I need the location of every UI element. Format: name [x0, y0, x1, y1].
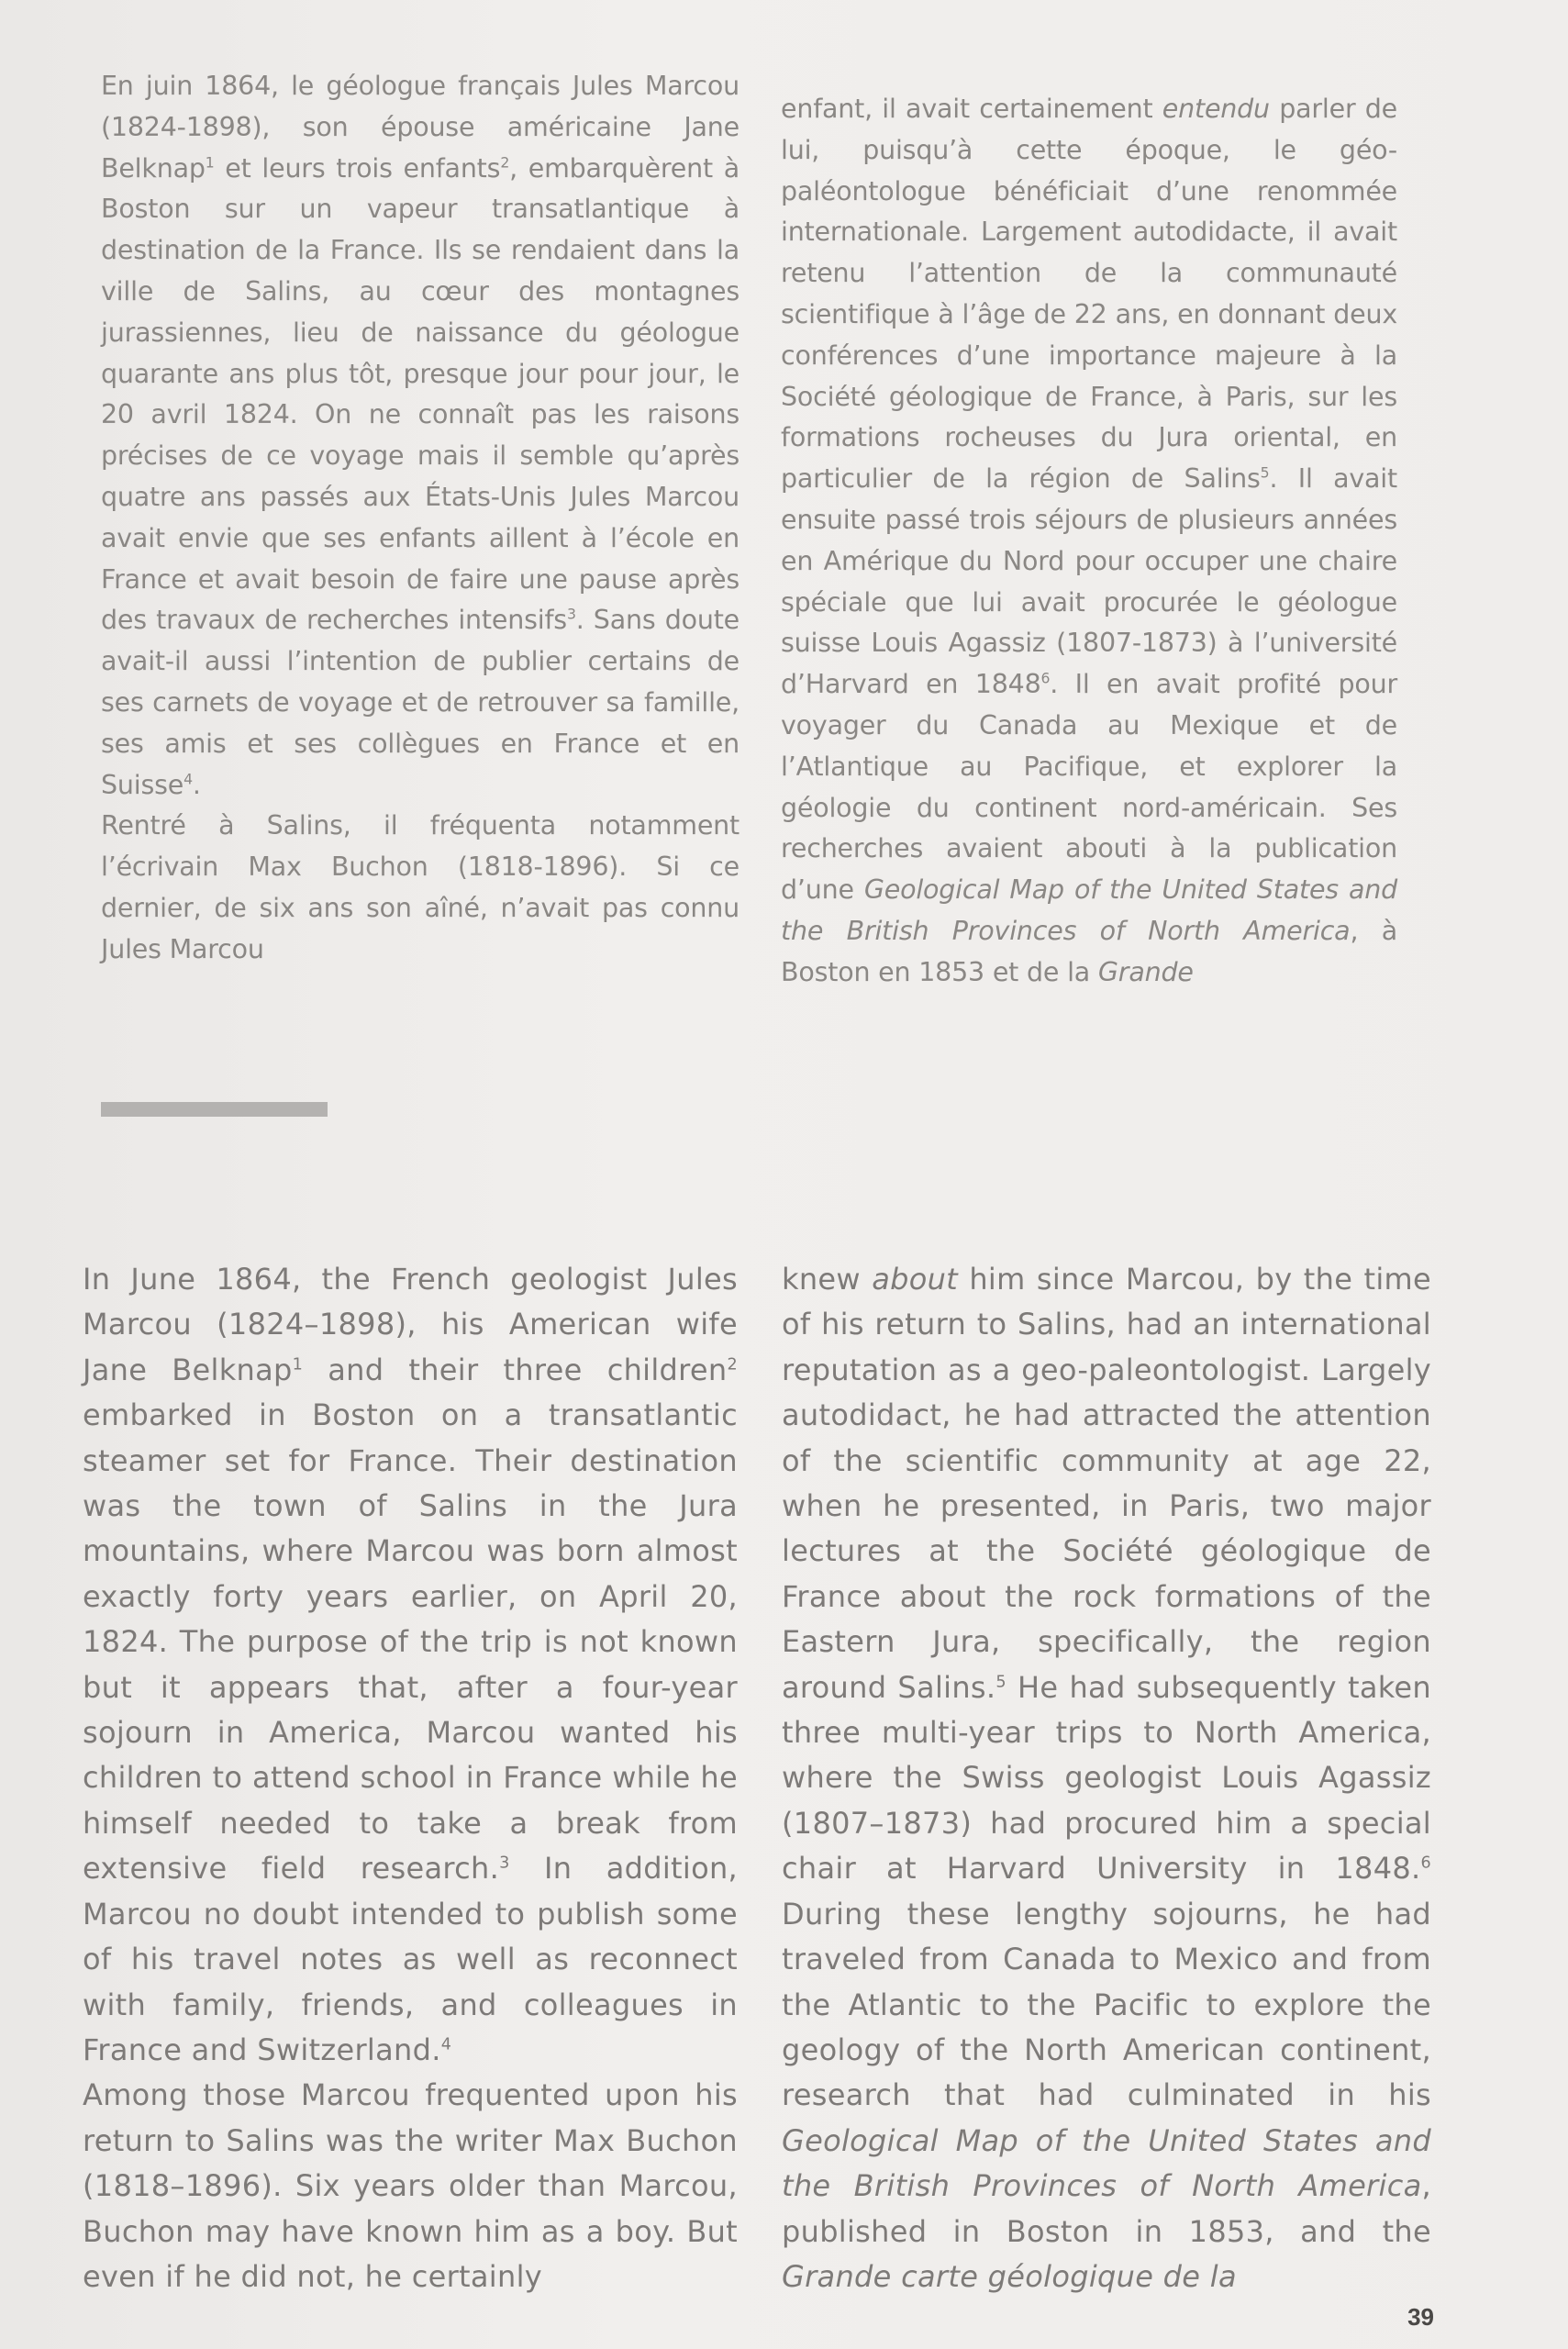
text-run: . Il avait ensuite passé trois séjours de plusieurs années en Amérique du Nord pour occuper une chaire spéciale que lui avait procurée le géologue suisse Louis Agassiz (1807-1873) à l’université d’Harvard en 1848 [781, 463, 1397, 700]
text-run: . Il en avait profité pour voyager du Canada au Mexique et de l’Atlantique au Pacifique, et explorer la géologie du continent nord-américain. Ses recherches avaient abouti à la publication d’une [781, 669, 1397, 906]
english-paragraph [782, 1257, 1431, 2299]
italic-title: Geological Map of the United States and the British Provinces of North America [781, 874, 1398, 946]
french-paragraph [101, 66, 740, 806]
text-run: , à Boston en 1853 et de la [781, 915, 1397, 987]
footnote-marker: 5 [995, 1673, 1006, 1691]
section-divider [101, 1102, 328, 1117]
text-run: , published in Boston in 1853, and the [782, 2168, 1431, 2249]
footnote-marker: 3 [566, 605, 576, 623]
footnote-marker: 4 [440, 2035, 452, 2054]
italic-title: about [872, 1262, 959, 1297]
footnote-marker: 1 [292, 1355, 304, 1375]
text-run: Rentré à Salins, il fréquenta notamment l’écrivain Max Buchon (1818-1896). Si ce dernier, de six ans son aîné, n’avait pas connu Jules Marcou [101, 810, 740, 964]
french-text-column-right [781, 89, 1397, 994]
french-text-column-left [101, 66, 740, 971]
french-paragraph [781, 89, 1397, 994]
text-run: During these lengthy sojourns, he had traveled from Canada to Mexico and from the Atlantic to the Pacific to explore the geology of the North American continent, research that had culminated in his [782, 1896, 1431, 2113]
footnote-marker: 4 [183, 770, 193, 788]
footnote-marker: 2 [727, 1355, 738, 1375]
footnote-marker: 3 [499, 1854, 510, 1873]
text-run: He had subsequently taken three multi-year trips to North America, where the Swiss geologist Louis Agassiz (1807–1873) had procured him a special chair at Harvard University in 1848. [782, 1669, 1431, 1887]
italic-title: Geological Map of the United States and the British Provinces of North America [782, 2122, 1431, 2204]
text-run: et leurs trois enfants [214, 152, 501, 184]
footnote-marker: 6 [1420, 1854, 1431, 1873]
text-run: him since Marcou, by the time of his return to Salins, had an international reputation as a geo-paleontologist. Largely autodidact, he had attracted the attention of the scientific community at age 22, when he presented, in Paris, two major lectures at the Société géologique de France about the rock formations of the Eastern Jura, specifically, the region around Salins. [782, 1262, 1432, 1705]
text-run: , embarquèrent à Boston sur un vapeur transatlantique à destination de la France. Ils se rendaient dans la ville de Salins, au cœur des montagnes jurassiennes, lieu de naissance du géologue quarante ans plus tôt, presque jour pour jour, le 20 avril 1824. On ne connaît pas les raisons précises de ce voyage mais il semble qu’après quatre ans passés aux États-Unis Jules Marcou avait envie que ses enfants aillent à l’école en France et avait besoin de faire une pause après des travaux de recherches intensifs [101, 152, 740, 636]
text-run: In June 1864, the French geologist Jules Marcou (1824–1898), his American wife Jane Belknap [83, 1262, 738, 1387]
text-run: and their three children [303, 1352, 728, 1387]
italic-title: entendu [1162, 94, 1270, 124]
text-run: En juin 1864, le géologue français Jules Marcou (1824-1898), son épouse américaine Jane Belknap [101, 71, 740, 184]
text-run: enfant, il avait certainement [781, 94, 1162, 124]
page-number: 39 [1407, 2303, 1434, 2331]
footnote-marker: 6 [1040, 669, 1051, 687]
text-run: parler de lui, puisqu’à cette époque, le géo-paléontologue bénéficiait d’une renommée internationale. Largement autodidacte, il avait retenu l’attention de la communauté scientifique à l’âge de 22 ans, en donnant deux conférences d’une importance majeure à la Société géologique de France, à Paris, sur les formations rocheuses du Jura oriental, en particulier de la région de Salins [781, 94, 1397, 495]
text-run: In addition, Marcou no doubt intended to publish some of his travel notes as well as reconnect with family, friends, and colleagues in France and Switzerland. [83, 1851, 739, 2067]
footnote-marker: 1 [205, 153, 215, 172]
text-run: embarked in Boston on a transatlantic steamer set for France. Their destination was the town of Salins in the Jura mountains, where Marcou was born almost exactly forty years earlier, on April 20, 1824. The purpose of the trip is not known but it appears that, after a four-year sojourn in America, Marcou wanted his children to attend school in France while he himself needed to take a break from extensive field research. [83, 1397, 738, 1887]
english-text-column-left [83, 1257, 738, 2299]
text-run: . [192, 769, 201, 800]
english-text-column-right [782, 1257, 1431, 2299]
footnote-marker: 2 [500, 153, 510, 172]
english-paragraph [83, 1257, 738, 2073]
text-run: Among those Marcou frequented upon his return to Salins was the writer Max Buchon (1818–1896). Six years older than Marcou, Buchon may have known him as a boy. But even if he did not, he certainly [83, 2077, 738, 2294]
italic-title: Grande carte géologique de la [782, 2258, 1237, 2294]
footnote-marker: 5 [1260, 463, 1270, 482]
italic-title: Grande [1097, 956, 1194, 987]
text-run: knew [782, 1262, 873, 1297]
french-paragraph [101, 806, 740, 970]
text-run: . Sans doute avait-il aussi l’intention de publier certains de ses carnets de voyage et de retrouver sa famille, ses amis et ses collègues en France et en Suisse [101, 605, 740, 800]
english-paragraph [83, 2073, 738, 2299]
